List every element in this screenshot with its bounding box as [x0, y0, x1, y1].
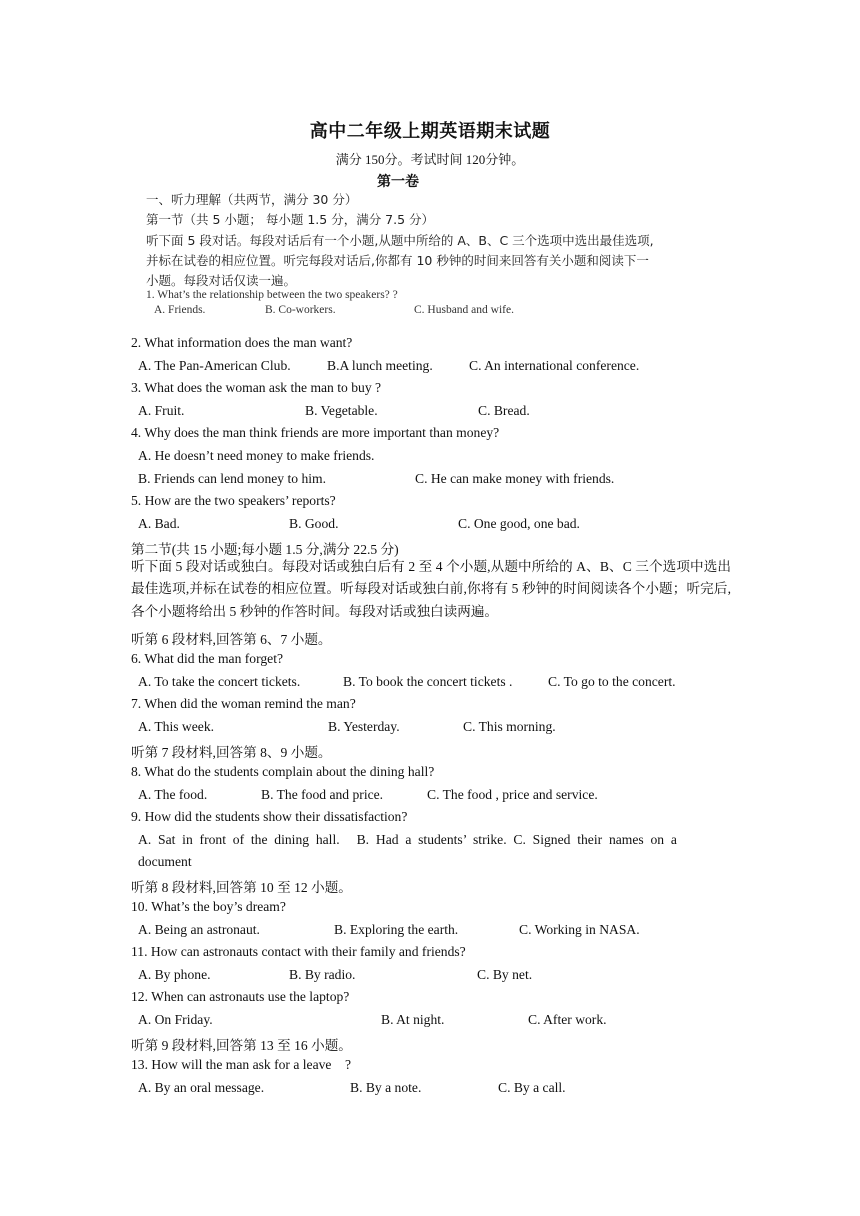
q5-option-b: B. Good.	[289, 516, 339, 531]
q11-option-b: B. By radio.	[289, 967, 356, 982]
q6-option-c: C. To go to the concert.	[548, 674, 676, 689]
section1-instr-line3: 小题。每段对话仅读一遍。	[146, 273, 297, 288]
q13-option-a: A. By an oral message.	[138, 1080, 265, 1095]
section1-instr-line2: 并标在试卷的相应位置。听完每段对话后,你都有 10 秒钟的时间来回答有关小题和阅读下一	[146, 253, 649, 268]
q5-option-a: A. Bad.	[138, 516, 180, 531]
q1-option-a: A. Friends.	[154, 304, 206, 316]
q3-option-b: B. Vegetable.	[305, 403, 378, 418]
q10-option-b: B. Exploring the earth.	[334, 922, 459, 937]
q5-option-c: C. One good, one bad.	[458, 516, 580, 531]
material-7-heading: 听第 7 段材料,回答第 8、9 小题。	[131, 745, 332, 760]
section2-heading: 第二节(共 15 小题;每小题 1.5 分,满分 22.5 分)	[131, 542, 399, 557]
exam-info: 满分 150分。考试时间 120分钟。	[335, 152, 525, 167]
q7-option-a: A. This week.	[138, 719, 215, 734]
question-8: 8. What do the students complain about the dining hall?	[131, 764, 435, 779]
question-9: 9. How did the students show their dissatisfaction?	[131, 809, 408, 824]
section1-instr-line1: 听下面 5 段对话。每段对话后有一个小题,从题中所给的 A、B、C 三个选项中选出最佳选项,	[146, 233, 654, 248]
part1-heading: 一、听力理解（共两节，满分 30 分）	[146, 192, 358, 207]
q2-option-a: A. The Pan-American Club.	[138, 358, 291, 373]
q4-option-b: B. Friends can lend money to him.	[138, 471, 327, 486]
volume-heading: 第一卷	[377, 175, 419, 190]
section2-instructions: 听下面 5 段对话或独白。每段对话或独白后有 2 至 4 个小题,从题中所给的 A、B、C 三个选项中选出最佳选项,并标在试卷的相应位置。听每段对话或独白前,你将有 5 秒钟的时间阅读各个小题；听完后,各个小题将给出 5 秒钟的作答时间。每段对话或独白读两遍。	[131, 559, 731, 619]
material-6-heading: 听第 6 段材料,回答第 6、7 小题。	[131, 632, 332, 647]
q4-option-a: A. He doesn’t need money to make friends.	[138, 448, 375, 463]
question-7: 7. When did the woman remind the man?	[131, 696, 356, 711]
question-3: 3. What does the woman ask the man to buy ?	[131, 380, 382, 395]
q7-option-b: B. Yesterday.	[328, 719, 400, 734]
page-title: 高中二年级上期英语期末试题	[309, 121, 551, 141]
q9-options: A. Sat in front of the dining hall. B. Had a students’ strike. C. Signed their names on a	[138, 832, 677, 847]
q12-option-c: C. After work.	[528, 1012, 607, 1027]
q2-option-b: B.A lunch meeting.	[327, 358, 433, 373]
q13-option-b: B. By a note.	[350, 1080, 422, 1095]
q12-option-a: A. On Friday.	[138, 1012, 213, 1027]
question-5: 5. How are the two speakers’ reports?	[131, 493, 336, 508]
q2-option-c: C. An international conference.	[469, 358, 640, 373]
q8-option-c: C. The food , price and service.	[427, 787, 598, 802]
q10-option-a: A. Being an astronaut.	[138, 922, 260, 937]
q13-option-c: C. By a call.	[498, 1080, 566, 1095]
q6-option-a: A. To take the concert tickets.	[138, 674, 301, 689]
material-9-heading: 听第 9 段材料,回答第 13 至 16 小题。	[131, 1038, 352, 1053]
question-1: 1. What’s the relationship between the two speakers? ?	[146, 289, 398, 301]
q4-option-c: C. He can make money with friends.	[415, 471, 615, 486]
question-12: 12. When can astronauts use the laptop?	[131, 989, 350, 1004]
q11-option-c: C. By net.	[477, 967, 533, 982]
q9-option-c-continued: document	[138, 854, 192, 869]
material-8-heading: 听第 8 段材料,回答第 10 至 12 小题。	[131, 880, 352, 895]
question-2: 2. What information does the man want?	[131, 335, 353, 350]
q10-option-c: C. Working in NASA.	[519, 922, 640, 937]
q3-option-c: C. Bread.	[478, 403, 530, 418]
question-6: 6. What did the man forget?	[131, 651, 284, 666]
q1-option-c: C. Husband and wife.	[414, 304, 514, 316]
q8-option-b: B. The food and price.	[261, 787, 384, 802]
q11-option-a: A. By phone.	[138, 967, 211, 982]
q12-option-b: B. At night.	[381, 1012, 445, 1027]
section1-heading: 第一节（共 5 小题； 每小题 1.5 分，满分 7.5 分）	[146, 212, 435, 227]
q8-option-a: A. The food.	[138, 787, 208, 802]
q7-option-c: C. This morning.	[463, 719, 556, 734]
question-11: 11. How can astronauts contact with their family and friends?	[131, 944, 466, 959]
question-10: 10. What’s the boy’s dream?	[131, 899, 286, 914]
q3-option-a: A. Fruit.	[138, 403, 185, 418]
question-4: 4. Why does the man think friends are more important than money?	[131, 425, 500, 440]
q1-option-b: B. Co-workers.	[265, 304, 336, 316]
question-13: 13. How will the man ask for a leave ?	[131, 1057, 352, 1072]
q6-option-b: B. To book the concert tickets .	[343, 674, 513, 689]
